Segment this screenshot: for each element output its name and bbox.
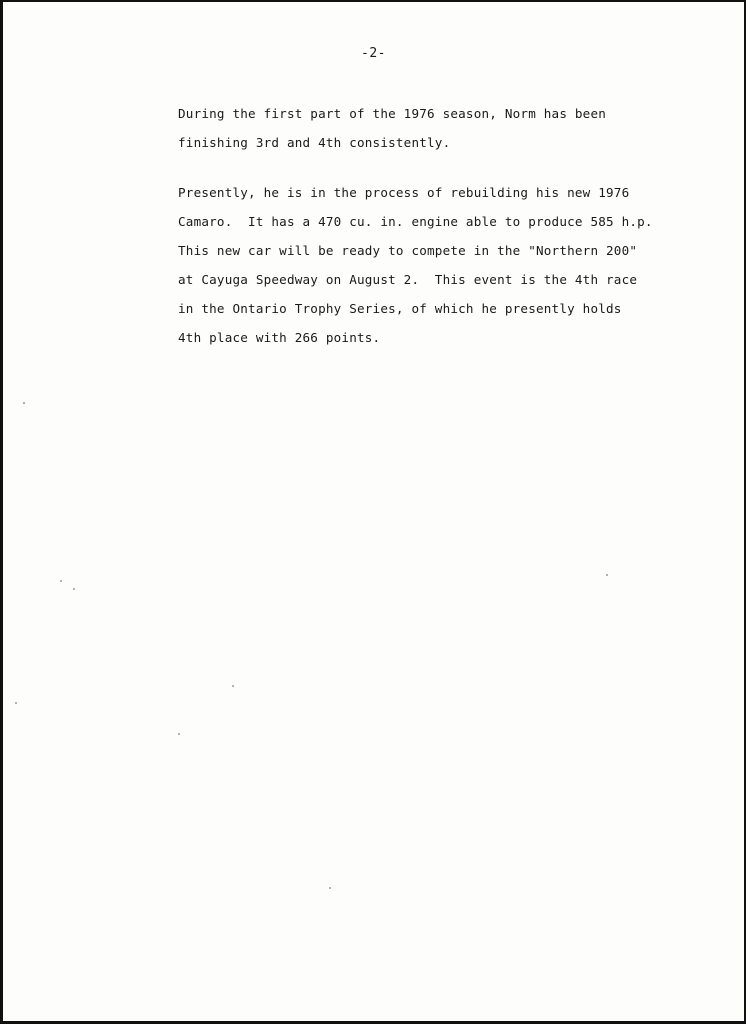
paragraph-line: finishing 3rd and 4th consistently.: [178, 135, 451, 150]
scan-speck: [232, 685, 234, 687]
paragraph-1: [178, 99, 678, 157]
scan-speck: [178, 733, 180, 735]
paragraph-line: During the first part of the 1976 season, Norm has been: [178, 106, 607, 121]
paragraph-2: [178, 178, 678, 352]
paragraph-line: Camaro. It has a 470 cu. in. engine able to produce 585 h.p.: [178, 214, 653, 229]
paragraph-line: at Cayuga Speedway on August 2. This event is the 4th race: [178, 272, 638, 287]
paragraph-line: This new car will be ready to compete in the "Northern 200": [178, 243, 638, 258]
scan-speck: [329, 887, 331, 889]
page-number: -2-: [361, 46, 386, 61]
scan-speck: [606, 574, 608, 576]
scan-speck: [60, 580, 62, 582]
scan-speck: [23, 402, 25, 404]
paragraph-line: in the Ontario Trophy Series, of which he presently holds: [178, 301, 622, 316]
scan-speck: [73, 588, 75, 590]
paragraph-line: Presently, he is in the process of rebuilding his new 1976: [178, 185, 630, 200]
paragraph-line: 4th place with 266 points.: [178, 330, 381, 345]
scan-speck: [15, 702, 17, 704]
